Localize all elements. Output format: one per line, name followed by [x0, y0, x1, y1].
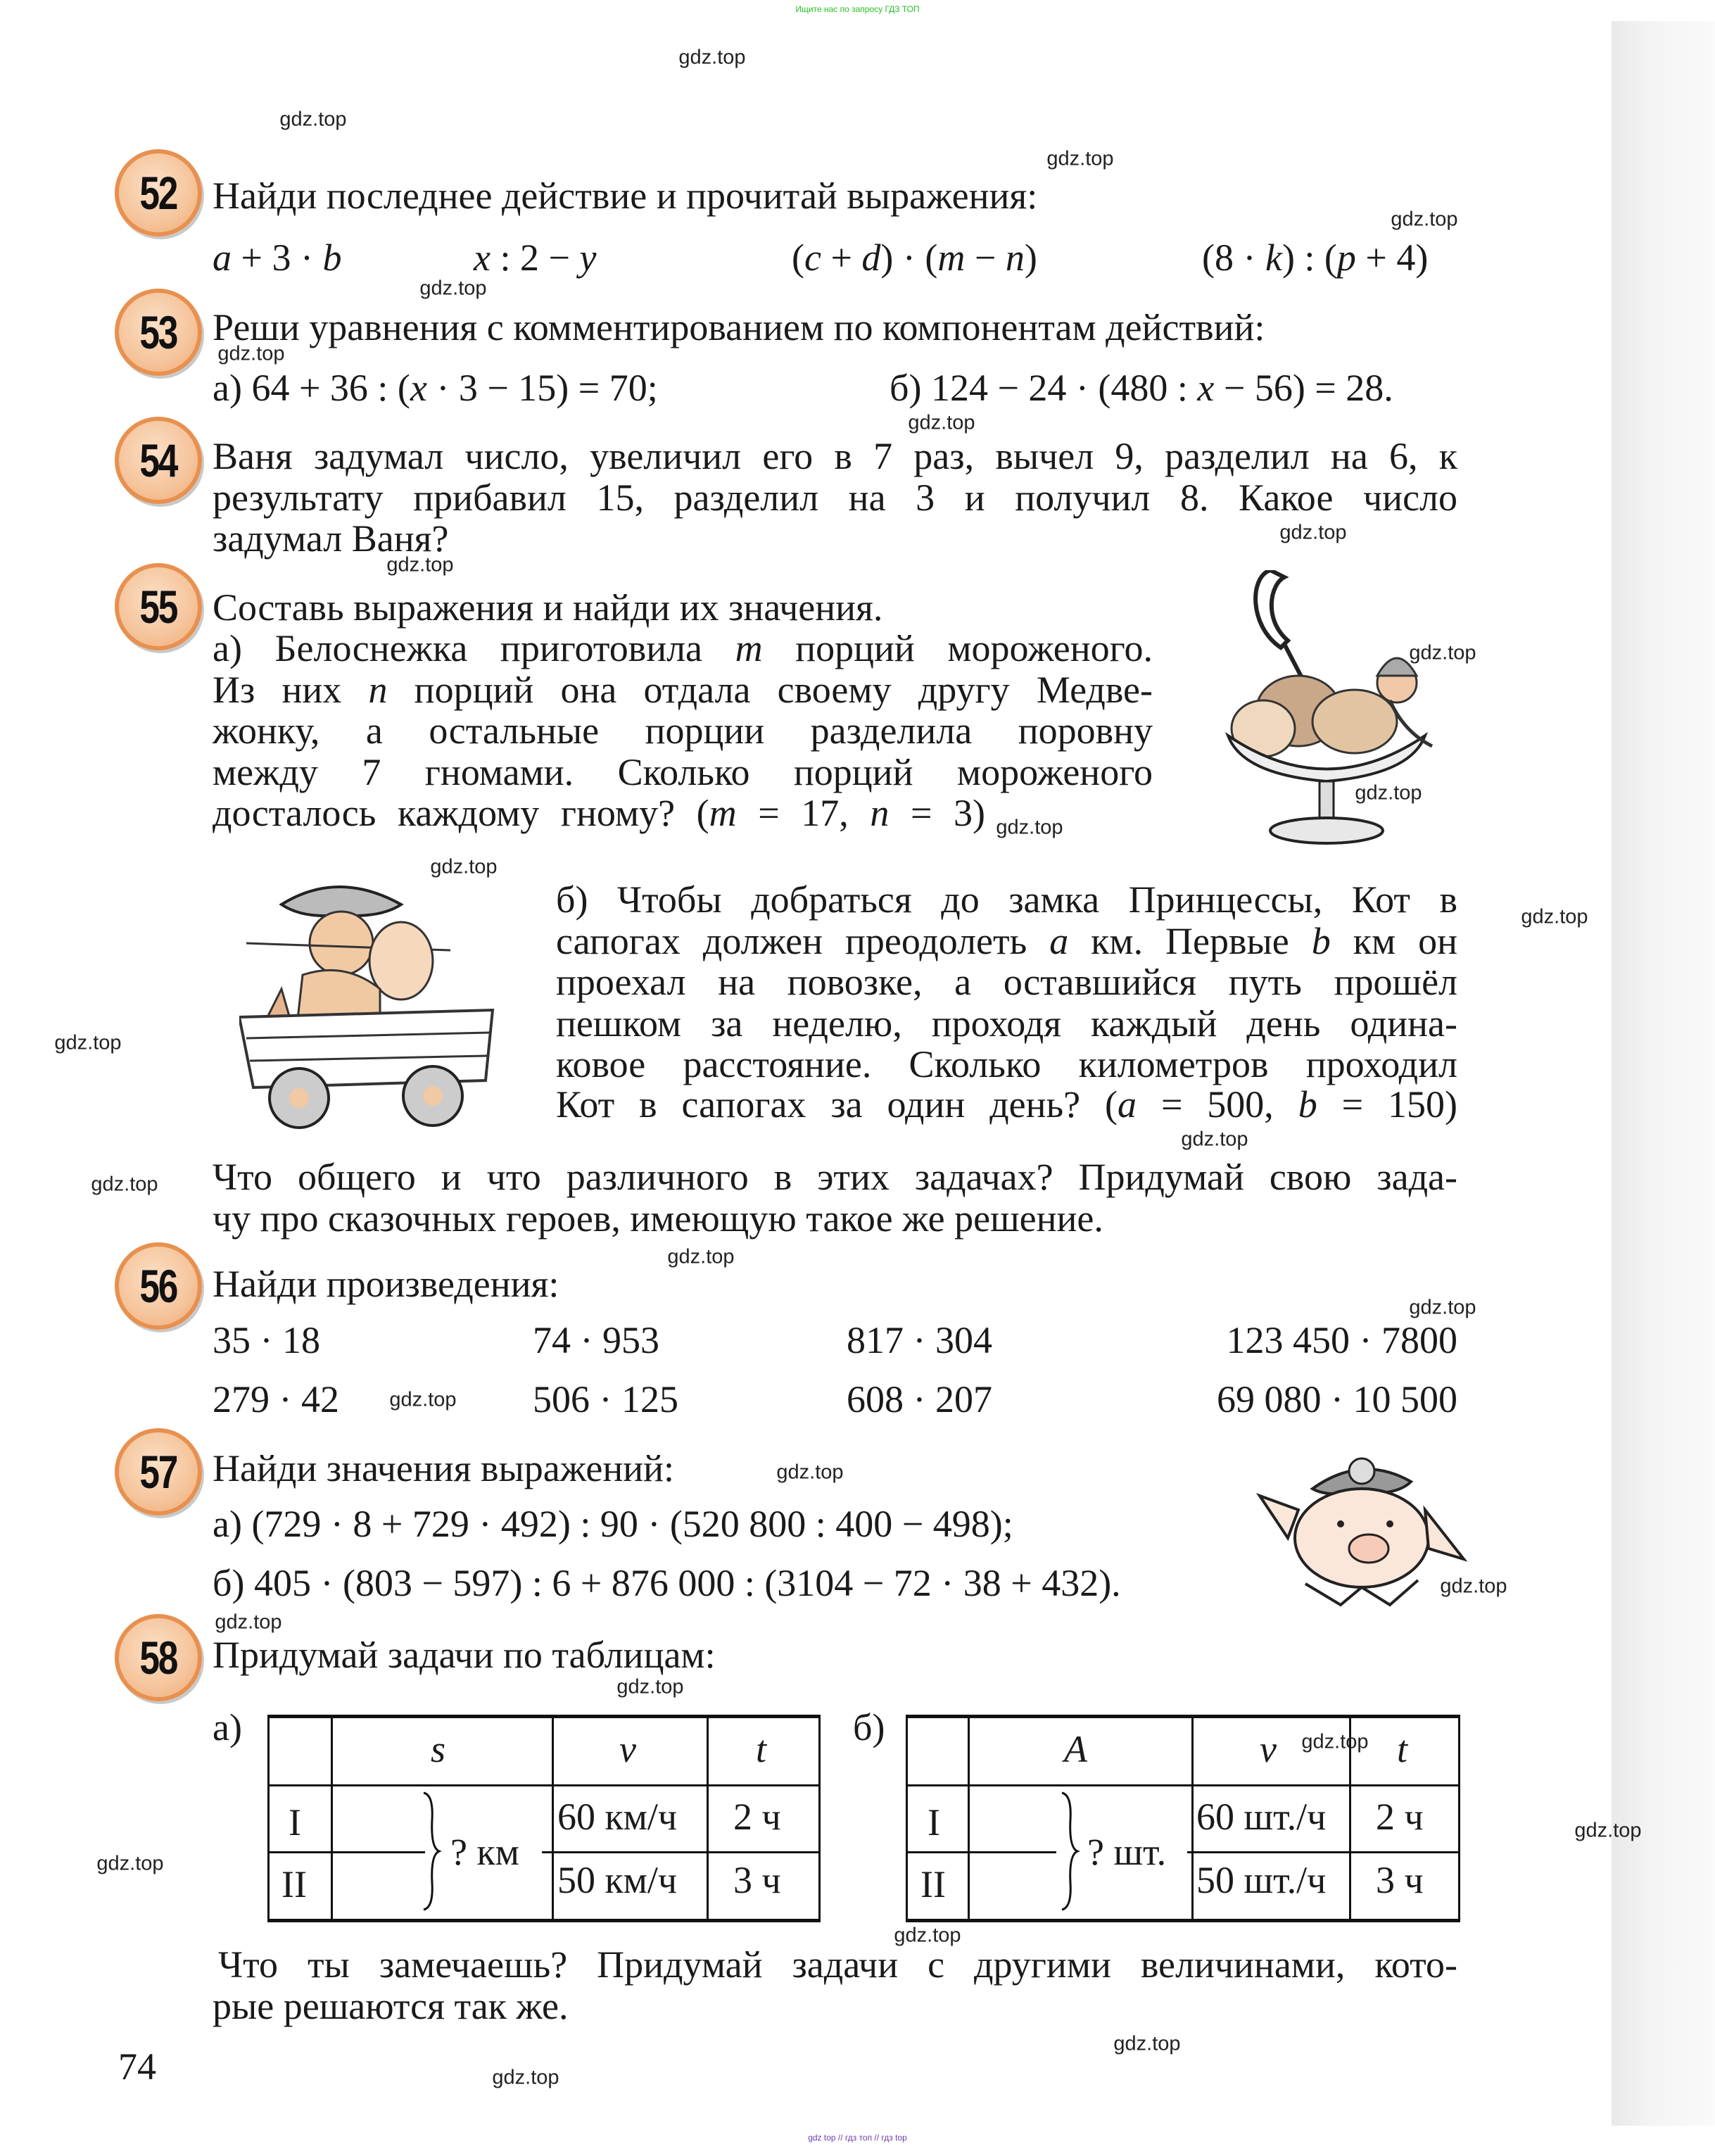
watermark: gdz.top	[430, 855, 498, 878]
expression-a: а) (729 · 8 + 729 · 492) : 90 · (520 800 : 400 − 498);	[213, 1503, 1013, 1545]
watermark: gdz.top	[616, 1675, 684, 1698]
watermark: gdz.top	[279, 108, 347, 131]
product: 74 · 953	[533, 1319, 659, 1361]
exercise-56-badge	[115, 1242, 202, 1330]
header-note: Ищите нас по запросу ГДЗ ТОП	[795, 4, 920, 14]
page-edge-shadow	[1612, 21, 1715, 2126]
header-s: s	[431, 1728, 446, 1770]
time-cell: 2 ч	[733, 1796, 781, 1838]
text-line: Ваня задумал число, увеличил его в 7 раз, вычел 9, разделил на 6, к	[213, 435, 1457, 477]
text-line: Из них n порций она отдала своему другу Медве-	[213, 669, 1153, 711]
product: 608 · 207	[847, 1378, 992, 1420]
exercise-number: 52	[139, 167, 177, 219]
exercise-57-heading: Найди значения выражений:	[213, 1447, 675, 1489]
exercise-number: 54	[139, 434, 177, 486]
text-line: пешком за неделю, проходя каждый день одина-	[556, 1002, 1457, 1045]
product: 35 · 18	[213, 1319, 320, 1361]
text-line: результату прибавил 15, разделил на 3 и получил 8. Какое число	[213, 477, 1457, 519]
exercise-53-heading: Реши уравнения с комментированием по компонентам действий:	[213, 306, 1265, 348]
watermark: gdz.top	[996, 816, 1063, 839]
watermark: gdz.top	[1301, 1730, 1369, 1753]
table-border	[542, 1851, 821, 1853]
table-border	[267, 1716, 270, 1919]
product: 123 450 · 7800	[1226, 1319, 1457, 1361]
text-line: проехал на повозке, а оставшийся путь прошёл	[556, 961, 1457, 1003]
table-border	[552, 1716, 554, 1919]
header-t: t	[756, 1728, 767, 1770]
exercise-number: 55	[139, 581, 177, 633]
exercise-52-badge	[115, 149, 202, 237]
exercise-58-badge	[115, 1614, 202, 1701]
watermark: gdz.top	[1181, 1128, 1248, 1151]
footer-note: gdz top // гдз топ // гдз top	[808, 2133, 907, 2143]
exercise-number: 58	[139, 1632, 177, 1684]
exercise-56-heading: Найди произведения:	[213, 1263, 559, 1305]
watermark: gdz.top	[1279, 521, 1347, 544]
text-line: досталось каждому гному? (m = 17, n = 3)	[213, 792, 986, 834]
watermark: gdz.top	[54, 1031, 122, 1054]
text-line: чу про сказочных героев, имеющую такое же решение.	[213, 1197, 1103, 1240]
watermark: gdz.top	[389, 1388, 457, 1411]
watermark: gdz.top	[1409, 641, 1476, 664]
table-b-label: б)	[853, 1706, 885, 1748]
rate-cell: 60 шт./ч	[1196, 1796, 1327, 1838]
row-label: II	[281, 1863, 307, 1905]
text-line: между 7 гномами. Сколько порций мороженого	[213, 751, 1153, 793]
row-label: II	[920, 1863, 946, 1905]
watermark: gdz.top	[1574, 1819, 1642, 1842]
time-cell: 3 ч	[733, 1859, 781, 1901]
watermark: gdz.top	[1521, 905, 1588, 928]
table-border	[906, 1851, 1056, 1853]
exercise-number: 57	[139, 1446, 177, 1498]
table-border	[968, 1716, 970, 1919]
merged-distance-cell: ? км	[450, 1831, 519, 1873]
watermark: gdz.top	[1113, 2032, 1181, 2055]
expression: (c + d) · (m − n)	[792, 237, 1037, 279]
watermark: gdz.top	[1391, 208, 1458, 231]
watermark: gdz.top	[217, 342, 285, 365]
text-line: б) Чтобы добраться до замка Принцессы, Кот в	[556, 878, 1457, 921]
table-border	[818, 1716, 821, 1919]
product: 69 080 · 10 500	[1217, 1378, 1457, 1420]
table-a-label: а)	[213, 1706, 242, 1748]
table-border	[1191, 1716, 1194, 1919]
text-line: Что общего и что различного в этих задачах? Придумай свою зада-	[213, 1156, 1457, 1198]
expression-b: б) 405 · (803 − 597) : 6 + 876 000 : (3104 − 72 · 38 + 432).	[213, 1562, 1121, 1604]
header-v: v	[1260, 1728, 1277, 1770]
speed-cell: 50 км/ч	[557, 1859, 678, 1901]
pig-illustration	[1256, 1454, 1467, 1608]
watermark: gdz.top	[492, 2066, 559, 2089]
exercise-54-badge	[115, 417, 202, 504]
table-border	[267, 1784, 821, 1786]
exercise-58-heading: Придумай задачи по таблицам:	[213, 1634, 716, 1676]
exercise-number: 53	[139, 306, 177, 358]
brace-icon	[421, 1791, 442, 1911]
table-border	[267, 1851, 425, 1853]
expression: a + 3 · b	[213, 237, 342, 279]
product: 817 · 304	[847, 1319, 992, 1361]
product: 506 · 125	[533, 1378, 678, 1420]
watermark: gdz.top	[419, 277, 487, 300]
watermark: gdz.top	[1409, 1296, 1476, 1319]
merged-amount-cell: ? шт.	[1087, 1831, 1167, 1873]
text-line: Что ты замечаешь? Придумай задачи с другими величинами, кото-	[218, 1943, 1457, 1986]
table-border	[1187, 1851, 1460, 1853]
ice-cream-gnome-illustration	[1221, 570, 1453, 852]
watermark: gdz.top	[1046, 147, 1114, 170]
table-border	[707, 1716, 709, 1919]
watermark: gdz.top	[678, 46, 746, 69]
watermark: gdz.top	[1440, 1575, 1507, 1598]
watermark: gdz.top	[91, 1173, 158, 1196]
table-border	[331, 1716, 333, 1919]
text-line: Кот в сапогах за один день? (a = 500, b = 150)	[556, 1083, 1457, 1126]
watermark: gdz.top	[1355, 781, 1422, 805]
table-border	[906, 1784, 1460, 1786]
product: 279 · 42	[213, 1378, 339, 1420]
exercise-number: 56	[139, 1260, 177, 1312]
watermark: gdz.top	[386, 553, 454, 576]
time-cell: 3 ч	[1376, 1859, 1424, 1901]
watermark: gdz.top	[215, 1610, 282, 1634]
exercise-53-badge	[115, 289, 202, 376]
exercise-55-badge	[115, 563, 202, 650]
header-v: v	[619, 1728, 636, 1770]
table-border	[906, 1716, 908, 1919]
text-line: жонку, а остальные порции разделила поровну	[213, 710, 1153, 752]
watermark: gdz.top	[96, 1852, 164, 1875]
expression: x : 2 − y	[474, 237, 597, 279]
rate-cell: 50 шт./ч	[1196, 1859, 1327, 1901]
header-t: t	[1397, 1728, 1408, 1770]
expression: (8 · k) : (p + 4)	[1202, 237, 1429, 279]
text-line: сапогах должен преодолеть a км. Первые b км он	[556, 920, 1457, 962]
text-line: задумал Ваня?	[213, 517, 449, 560]
watermark: gdz.top	[894, 1924, 961, 1947]
watermark: gdz.top	[776, 1461, 844, 1484]
row-label: I	[928, 1801, 940, 1843]
header-a: A	[1064, 1728, 1087, 1770]
equation-a: а) 64 + 36 : (x · 3 − 15) = 70;	[213, 367, 658, 409]
table-border	[1458, 1716, 1460, 1919]
time-cell: 2 ч	[1376, 1796, 1424, 1838]
exercise-55-heading: Составь выражения и найди их значения.	[213, 586, 883, 629]
text-line: рые решаются так же.	[213, 1985, 569, 2027]
exercise-57-badge	[115, 1428, 202, 1515]
brace-icon	[1059, 1791, 1080, 1911]
page-number: 74	[118, 2045, 156, 2088]
row-label: I	[289, 1801, 301, 1843]
equation-b: б) 124 − 24 · (480 : x − 56) = 28.	[890, 367, 1393, 409]
exercise-52-heading: Найди последнее действие и прочитай выражения:	[213, 175, 1038, 217]
text-line: а) Белоснежка приготовила m порций мороженого.	[213, 627, 1153, 669]
watermark: gdz.top	[667, 1245, 735, 1268]
watermark: gdz.top	[908, 411, 975, 434]
speed-cell: 60 км/ч	[557, 1796, 678, 1838]
puss-in-boots-illustration	[239, 876, 500, 1130]
text-line: ковое расстояние. Сколько километров проходил	[556, 1043, 1457, 1085]
